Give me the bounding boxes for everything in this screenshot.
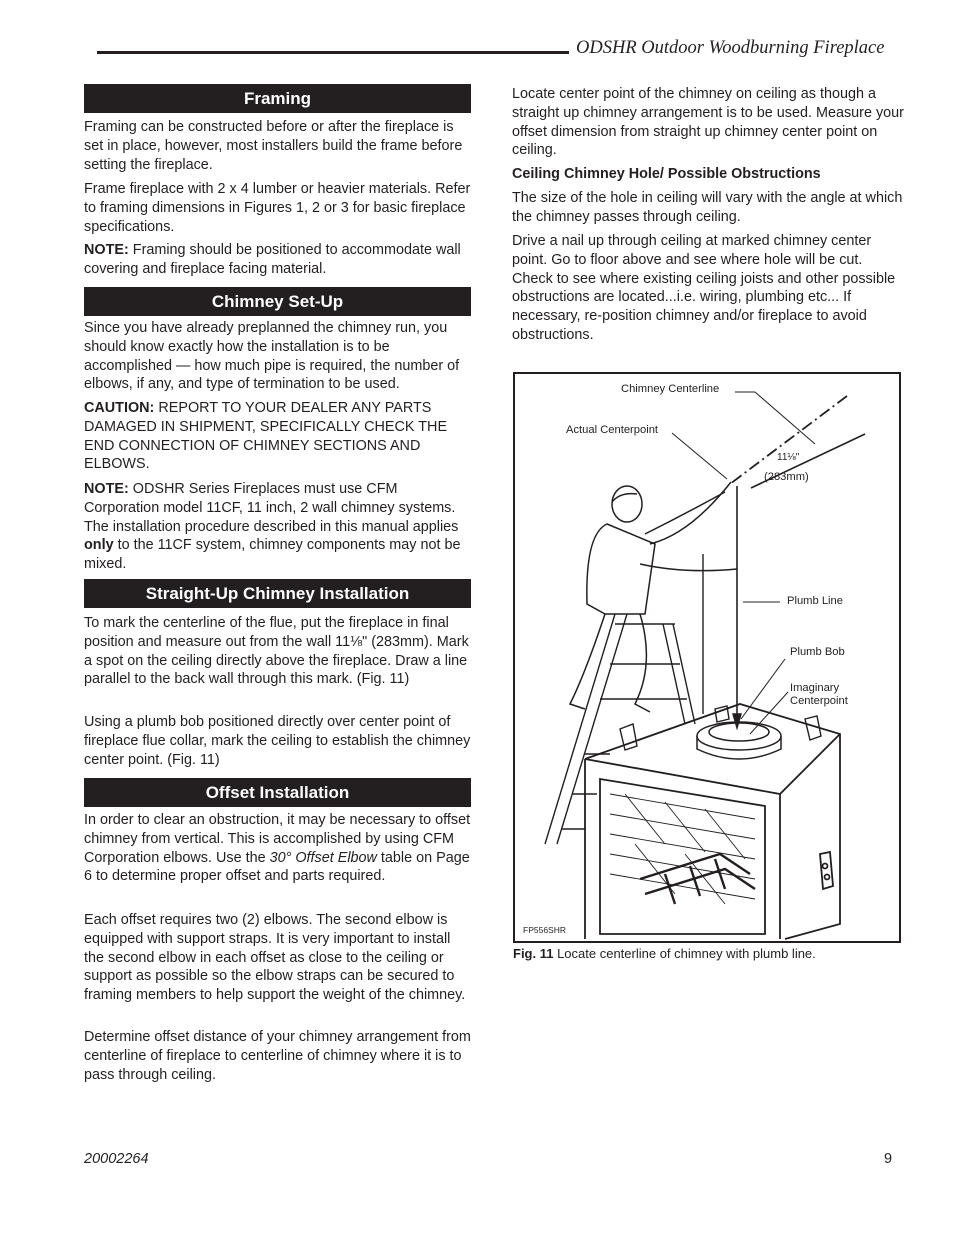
straight-up-paragraph-2: Using a plumb bob positioned directly over center point of fireplace flue collar, mark the ceiling to establish the chimney center point. (Fig. 11) (84, 714, 471, 768)
straight-up-paragraph-1: To mark the centerline of the flue, put the fireplace in final position and measure out from the wall 11⅛" (283mm). Mark a spot on the ceiling directly above the fireplace. Draw a line parallel to the back wall through this mark. (Fig. 11) (84, 615, 469, 688)
note-text: Framing should be positioned to accommodate wall covering and fireplace facing material. (84, 242, 461, 277)
note-label: NOTE: (84, 242, 129, 258)
leader-chimney-centerline-diag (755, 392, 815, 444)
log-grate (640, 854, 755, 904)
flue-collar (697, 722, 781, 759)
caption-label: Fig. 11 (513, 946, 554, 961)
offset-text: In order to clear an obstruction, it may be necessary to offset chimney from vertical. This is accomplished by using CFM Corporation elbows. Use the (84, 812, 471, 866)
framing-paragraph-2: Frame fireplace with 2 x 4 lumber or heavier materials. Refer to framing dimensions in Figures 1, 2 or 3 for basic fireplace specifications. (84, 181, 471, 235)
header-rule (97, 51, 569, 54)
plumb-bob (733, 714, 741, 728)
offset-heading: Offset Installation (84, 778, 471, 807)
offset-paragraph-2: Each offset requires two (2) elbows. The second elbow is equipped with support straps. It is very important to install the second elbow in each offset as close to the ceiling or support as possible so the elbow straps can be secured to framing members to help support the weight of the chimney. (84, 912, 466, 1004)
offset-table-reference: 30° Offset Elbow (269, 849, 377, 866)
label-plumb-line: Plumb Line (787, 595, 843, 607)
caution-label: CAUTION: (84, 400, 155, 416)
firebox-brick (610, 794, 755, 904)
straight-up-heading: Straight-Up Chimney Installation (84, 579, 471, 608)
offset-paragraph-1 (84, 811, 474, 886)
offset-paragraph-3: Determine offset distance of your chimney arrangement from centerline of fireplace to centerline of chimney where it is to pass through ceiling. (84, 1029, 471, 1083)
framing-paragraph-1: Framing can be constructed before or after the fireplace is set in place, however, most installers build the frame before setting the fireplace. (84, 119, 463, 173)
header-title: ODSHR Outdoor Woodburning Fireplace (576, 38, 885, 58)
note-text: to the 11CF system, chimney components may not be mixed. (84, 537, 461, 573)
chimney-setup-heading: Chimney Set-Up (84, 287, 471, 316)
right-paragraph-1: Locate center point of the chimney on ceiling as though a straight up chimney arrangement is to be used. Measure your offset dimension from straight up chimney center point on ceiling. (512, 86, 904, 159)
fireplace-unit (585, 704, 840, 939)
label-plumb-bob: Plumb Bob (790, 646, 845, 658)
framing-note (84, 241, 474, 279)
framing-heading: Framing (84, 84, 471, 113)
note-emphasis: only (84, 537, 114, 554)
top-brackets (620, 706, 821, 750)
figure-code: FP556SHR (523, 925, 566, 935)
caption-text: Locate centerline of chimney with plumb line. (553, 946, 816, 961)
obstructions-subheading: Ceiling Chimney Hole/ Possible Obstructions (512, 166, 821, 182)
document-number: 20002264 (84, 1151, 149, 1167)
label-imaginary: Imaginary (790, 682, 840, 694)
page-number: 9 (884, 1151, 893, 1167)
label-dimension-mm: (283mm) (764, 471, 809, 483)
chimney-setup-paragraph-1: Since you have already preplanned the chimney run, you should know exactly how the installation is to be accomplished — how much pipe is required, the number of elbows, if any, and type of termination to be used. (84, 320, 460, 393)
label-actual-centerpoint: Actual Centerpoint (566, 424, 659, 436)
note-text: ODSHR Series Fireplaces must use CFM Corporation model 11CF, 11 inch, 2 wall chimney systems. The installation procedure described in this manual applies (84, 481, 459, 535)
label-dimension-inches: 11⅛" (777, 452, 800, 463)
label-chimney-centerline: Chimney Centerline (621, 383, 720, 395)
figure-caption (513, 946, 816, 961)
right-paragraph-2: The size of the hole in ceiling will vary with the angle at which the chimney passes through ceiling. (512, 190, 903, 225)
caution-text: REPORT TO YOUR DEALER ANY PARTS DAMAGED IN SHIPMENT, SPECIFICALLY CHECK THE END CONNECTION OF CHIMNEY SECTIONS AND ELBOWS. (84, 400, 448, 473)
label-centerpoint: Centerpoint (790, 695, 848, 707)
note-label: NOTE: (84, 481, 129, 497)
right-paragraph-3: Drive a nail up through ceiling at marked chimney center point. Go to floor above and see where hole will be cut. Check to see where existing ceiling joists and other possible obstructions are located...i.e. wiring, plumbing etc... If necessary, re-position chimney and/or fireplace to avoid obstructions. (512, 233, 896, 343)
chimney-setup-caution (84, 399, 474, 474)
chimney-setup-note (84, 480, 474, 574)
leader-actual-centerpoint (672, 433, 727, 479)
offset-text: table on Page 6 to determine proper offset and parts required. (84, 849, 470, 885)
figure-11 (513, 372, 901, 943)
